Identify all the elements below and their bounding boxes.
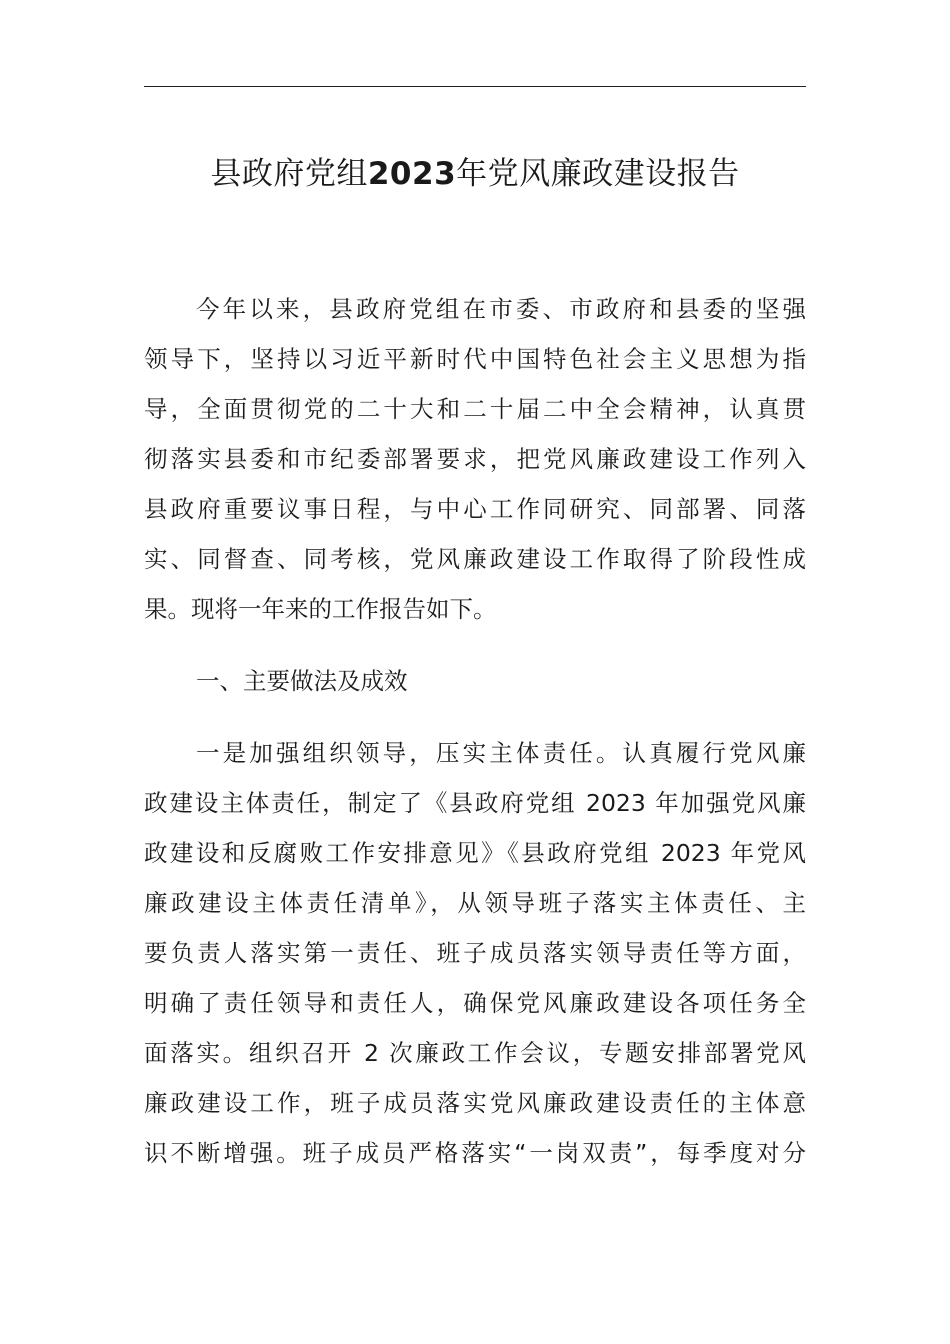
point-one-line: 面落实。组织召开 2 次廉政工作会议，专题安排部署党风 [144,1039,806,1067]
intro-line: 果。现将一年来的工作报告如下。 [144,595,497,623]
intro-line: 今年以来，县政府党组在市委、市政府和县委的坚强 [196,295,806,323]
point-one-line: 一是加强组织领导，压实主体责任。认真履行党风廉 [196,739,806,767]
intro-line: 导，全面贯彻党的二十大和二十届二中全会精神，认真贯 [144,395,806,423]
intro-line: 领导下，坚持以习近平新时代中国特色社会主义思想为指 [144,345,806,373]
intro-paragraph [144,284,806,634]
document-title [144,148,806,200]
point-one-line: 要负责人落实第一责任、班子成员落实领导责任等方面， [144,939,806,967]
section-heading [144,656,806,706]
point-one-line: 政建设和反腐败工作安排意见》《县政府党组 2023 年党风 [144,839,806,867]
point-one-line: 明确了责任领导和责任人，确保党风廉政建设各项任务全 [144,989,806,1017]
title-prefix: 县政府党组 [210,156,368,192]
point-one-line: 廉政建设主体责任清单》，从领导班子落实主体责任、主 [144,889,806,917]
header-rule [144,86,806,87]
document-body [144,284,806,1200]
section-heading-text: 一、主要做法及成效 [196,667,408,695]
title-year: 2023 [367,156,457,192]
intro-line: 实、同督查、同考核，党风廉政建设工作取得了阶段性成 [144,545,806,573]
point-one-line: 识不断增强。班子成员严格落实“一岗双责”，每季度对分 [144,1139,806,1167]
intro-line: 彻落实县委和市纪委部署要求，把党风廉政建设工作列入 [144,445,806,473]
point-one-paragraph [144,728,806,1178]
title-suffix: 年党风廉政建设报告 [456,156,740,192]
point-one-line: 廉政建设工作，班子成员落实党风廉政建设责任的主体意 [144,1089,806,1117]
intro-line: 县政府重要议事日程，与中心工作同研究、同部署、同落 [144,495,806,523]
point-one-line: 政建设主体责任，制定了《县政府党组 2023 年加强党风廉 [144,789,806,817]
